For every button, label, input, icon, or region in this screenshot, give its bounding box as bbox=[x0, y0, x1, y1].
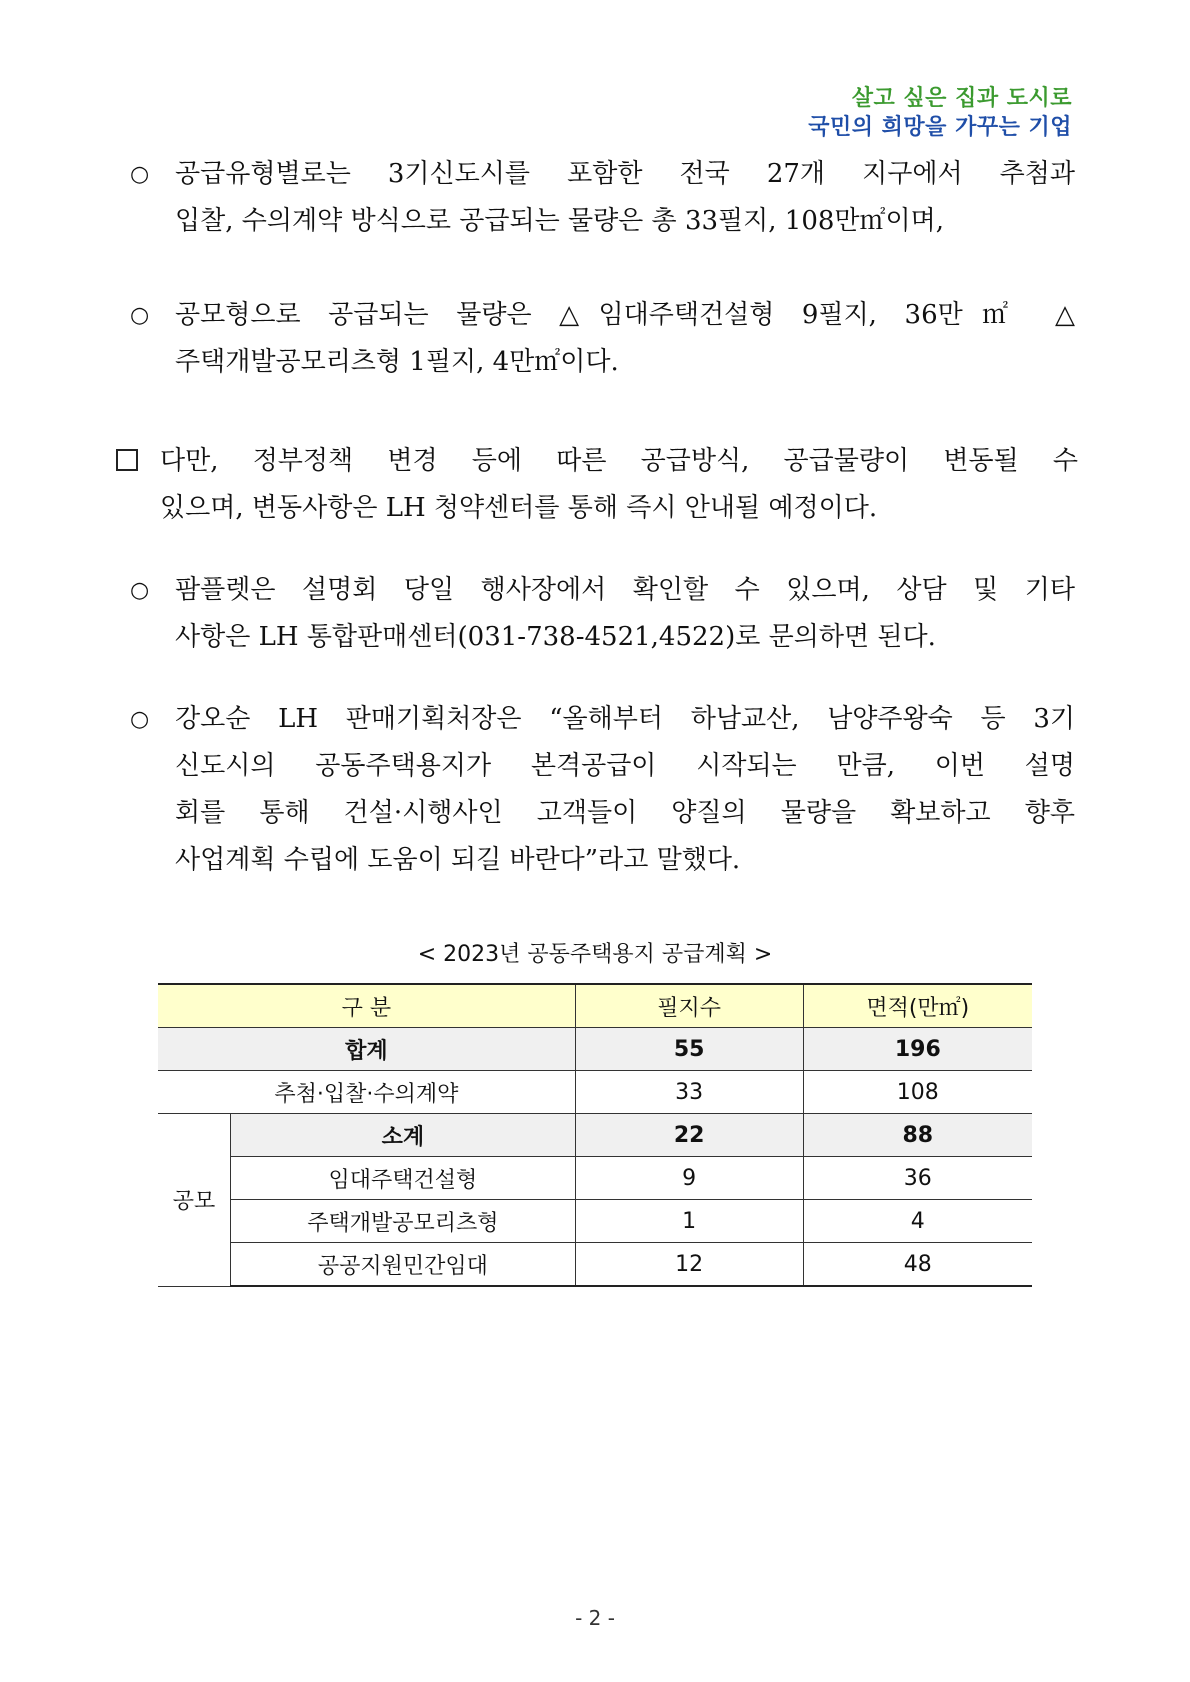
row-label: 주택개발공모리츠형 bbox=[230, 1200, 575, 1243]
row-lots: 12 bbox=[575, 1243, 803, 1287]
row-area: 36 bbox=[803, 1157, 1032, 1200]
square-bullet-icon bbox=[116, 449, 138, 471]
total-label: 합계 bbox=[158, 1028, 575, 1071]
table-title: < 2023년 공동주택용지 공급계획 > bbox=[417, 942, 773, 967]
paragraph-line: 회를 통해 건설·시행사인 고객들이 양질의 물량을 확보하고 향후 bbox=[175, 798, 1075, 828]
row-lots: 1 bbox=[575, 1200, 803, 1243]
page-number: - 2 - bbox=[575, 1606, 615, 1630]
paragraph-line: 사항은 LH 통합판매센터(031-738-4521,4522)로 문의하면 된다. bbox=[175, 622, 936, 652]
slogan-line-2: 국민의 희망을 가꾸는 기업 bbox=[808, 115, 1072, 140]
paragraph-line: 공모형으로 공급되는 물량은 △임대주택건설형 9필지, 36만㎡ △ bbox=[175, 300, 1075, 330]
paragraph-line: 있으며, 변동사항은 LH 청약센터를 통해 즉시 안내될 예정이다. bbox=[160, 493, 878, 523]
total-area: 196 bbox=[803, 1028, 1032, 1071]
lottery-area: 108 bbox=[803, 1071, 1032, 1114]
row-label: 임대주택건설형 bbox=[230, 1157, 575, 1200]
paragraph-line: 입찰, 수의계약 방식으로 공급되는 물량은 총 33필지, 108만㎡이며, bbox=[175, 206, 945, 236]
total-lots: 55 bbox=[575, 1028, 803, 1071]
lottery-label: 추첨·입찰·수의계약 bbox=[158, 1071, 575, 1114]
paragraph-line: 사업계획 수립에 도움이 되길 바란다”라고 말했다. bbox=[175, 845, 741, 875]
header-lots: 필지수 bbox=[575, 984, 803, 1028]
subtotal-label: 소계 bbox=[230, 1114, 575, 1157]
circle-bullet: ○ bbox=[130, 707, 150, 732]
table-header-row bbox=[158, 984, 1032, 1028]
paragraph-line: 신도시의 공동주택용지가 본격공급이 시작되는 만큼, 이번 설명 bbox=[175, 751, 1075, 781]
supply-plan-table bbox=[158, 983, 1032, 1287]
circle-bullet: ○ bbox=[130, 162, 150, 187]
circle-bullet: ○ bbox=[130, 303, 150, 328]
contest-group-label: 공모 bbox=[158, 1114, 230, 1287]
subtotal-lots: 22 bbox=[575, 1114, 803, 1157]
paragraph-line: 다만, 정부정책 변경 등에 따른 공급방식, 공급물량이 변동될 수 bbox=[160, 446, 1078, 476]
subtotal-area: 88 bbox=[803, 1114, 1032, 1157]
table-row-lottery bbox=[158, 1071, 1032, 1114]
lottery-lots: 33 bbox=[575, 1071, 803, 1114]
header-area: 면적(만㎡) bbox=[803, 984, 1032, 1028]
paragraph-line: 공급유형별로는 3기신도시를 포함한 전국 27개 지구에서 추첨과 bbox=[175, 159, 1075, 189]
paragraph-line: 주택개발공모리츠형 1필지, 4만㎡이다. bbox=[175, 347, 619, 377]
table-row bbox=[158, 1157, 1032, 1200]
circle-bullet: ○ bbox=[130, 578, 150, 603]
row-area: 4 bbox=[803, 1200, 1032, 1243]
paragraph-line: 강오순 LH 판매기획처장은 “올해부터 하남교산, 남양주왕숙 등 3기 bbox=[175, 704, 1075, 734]
slogan-line-1: 살고 싶은 집과 도시로 bbox=[851, 86, 1072, 111]
table-row-total bbox=[158, 1028, 1032, 1071]
table-row-contest-subtotal bbox=[158, 1114, 1032, 1157]
header-category: 구 분 bbox=[158, 984, 575, 1028]
row-label: 공공지원민간임대 bbox=[230, 1243, 575, 1287]
header-slogan bbox=[808, 84, 1072, 142]
row-area: 48 bbox=[803, 1243, 1032, 1287]
table-row bbox=[158, 1200, 1032, 1243]
paragraph-line: 팜플렛은 설명회 당일 행사장에서 확인할 수 있으며, 상담 및 기타 bbox=[175, 575, 1075, 605]
table-row bbox=[158, 1243, 1032, 1287]
row-lots: 9 bbox=[575, 1157, 803, 1200]
